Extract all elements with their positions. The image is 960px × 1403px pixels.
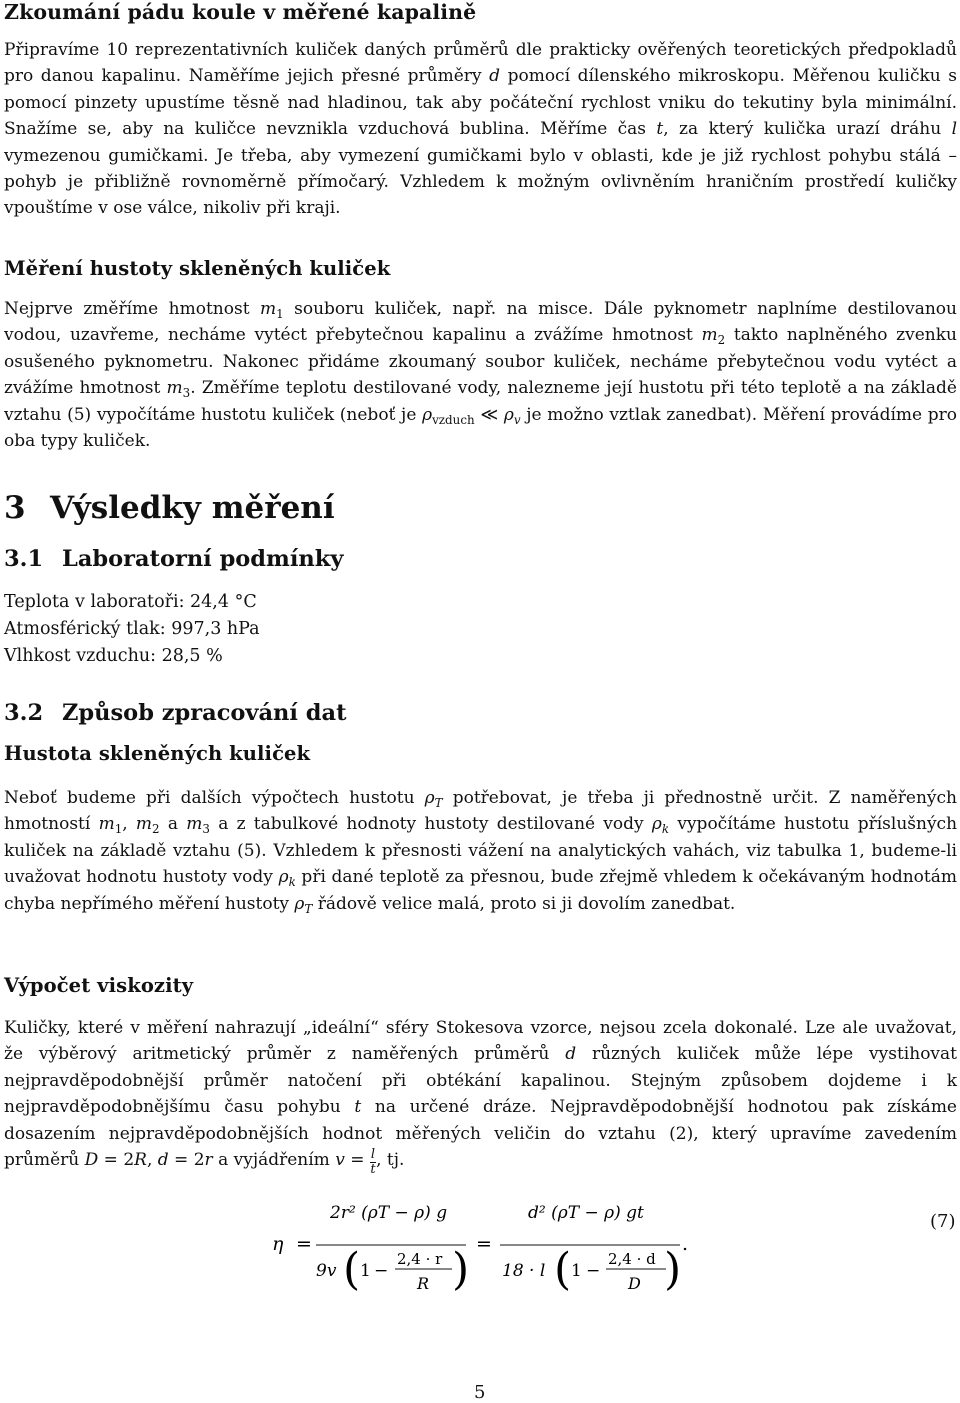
eq-equals-2: =: [476, 1233, 492, 1255]
eq-minus-2: −: [586, 1261, 601, 1281]
chapter-heading-vysledky: 3 Výsledky měření: [4, 490, 335, 526]
eq-paren-open-2: (: [554, 1244, 572, 1295]
eq-numerator-2: d² (ρT − ρ) gt: [528, 1203, 644, 1223]
eq-denominator-2-factor: 18 · l: [502, 1261, 546, 1281]
section-heading-zpusob: 3.2 Způsob zpracování dat: [4, 700, 347, 726]
eq-one-1: 1: [360, 1261, 371, 1281]
eq-inner-numerator-1: 2,4 · r: [397, 1250, 443, 1268]
eq-inner-denominator-1: R: [417, 1274, 430, 1293]
eq-numerator-1: 2r² (ρT − ρ) g: [330, 1203, 448, 1223]
lab-pressure: Atmosférický tlak: 997,3 hPa: [4, 619, 260, 639]
equation-graphic: [0, 1190, 960, 1310]
eq-equals-1: =: [296, 1233, 312, 1255]
eq-paren-close-1: ): [452, 1244, 470, 1295]
eq-inner-denominator-2: D: [628, 1274, 641, 1293]
equation-number: (7): [930, 1211, 956, 1232]
eq-paren-open-1: (: [343, 1244, 361, 1295]
eq-denominator-1-factor: 9v: [316, 1261, 337, 1281]
section-title-zkoumani: Zkoumání pádu koule v měřené kapalině: [4, 0, 477, 24]
eq-inner-numerator-2: 2,4 · d: [608, 1250, 656, 1268]
paragraph-viskozita: Kuličky, které v měření nahrazují „ideální“ sféry Stokesova vzorce, nejsou zcela dokonalé. Lze ale uvažovat, že výběrový aritmetický průměr z naměřených průměrů d různých kuliček může lépe vystihovat nejpravděpodobnější průměr natočení při obtékání kapalinou. Stejným způsobem dojdeme i k nejpravděpodobnějšímu času pohybu t na určené dráze. Nejpravděpodobnější hodnotou pak získáme dosazením nejpravděpodobnějších hodnot měřených veličin do vztahu (2), který upravíme zavedením průměrů D = 2R, d = 2r a vyjádřením v = $\frac{l}{t}$ , tj.: [4, 1018, 957, 1177]
paragraph-hustota: Nejprve změříme hmotnost $m_1$ souboru kuliček, např. na misce. Dále pyknometr naplníme destilovanou vodou, uzavřeme, necháme vytéct přebytečnou kapalinu a zvážíme hmotnost $m_2$ takto naplněného zvenku osušeného pyknometru. Nakonec přidáme zkoumaný soubor kuliček, necháme přebytečnou vodu vytéct a zvážíme hmotnost $m_3$. Změříme teplotu destilované vody, nalezneme její hustotu při této teplotě a na základě vztahu (5) vypočítáme hustotu kuliček (neboť je $\rho_{vzduch}$ ≪ $\rho_v$ je možno vztlak zanedbat). Měření provádíme pro oba typy kuliček.: [4, 299, 957, 452]
equation-7: [0, 1190, 960, 1310]
fraction-l-over-t: $\frac{l}{t}$: [370, 1146, 376, 1177]
paragraph-zkoumani: Připravíme 10 reprezentativních kuliček daných průměrů dle prakticky ověřených teoretických předpokladů pro danou kapalinu. Naměříme jejich přesné průměry d pomocí dílenského mikroskopu. Měřenou kuličku s pomocí pinzety upustíme těsně nad hladinou, tak aby počáteční rychlost vniku do tekutiny byla minimální. Snažíme se, aby na kuličce nevznikla vzduchová bublina. Měříme čas t, za který kulička urazí dráhu l vymezenou gumičkami. Je třeba, aby vymezení gumičkami bylo v oblasti, kde je již rychlost pohybu stálá – pohyb je přibližně rovnoměrně přímočarý. Vzhledem k možným ovlivněním hraničním prostředí kuličky vpouštíme v ose válce, nikoliv při kraji.: [4, 40, 958, 219]
section-title-hustota: Měření hustoty skleněných kuliček: [4, 257, 391, 280]
paragraph-hustota-kulicek: Neboť budeme při dalších výpočtech hustotu $\rho_T$ potřebovat, je třeba ji přednostně určit. Z naměřených hmotností $m_1$, $m_2$ a $m_3$ a z tabulkové hodnoty hustoty destilované vody $\rho_k$ vypočítáme hustotu příslušných kuliček na základě vztahu (5). Vzhledem k přesnosti vážení na analytických vahách, viz tabulka 1, budeme-li uvažovat hodnotu hustoty vody $\rho_k$ při dané teplotě za přesnou, bude zřejmě vhledem k očekávaným hodnotám chyba nepřímého měření hustoty $\rho_T$ řádově velice malá, proto si ji dovolím zanedbat.: [4, 788, 958, 916]
page-number: 5: [474, 1382, 486, 1403]
eq-period: .: [682, 1233, 689, 1255]
eq-minus-1: −: [374, 1261, 389, 1281]
eq-one-2: 1: [571, 1261, 582, 1281]
eq-paren-close-2: ): [664, 1244, 682, 1295]
subsection-title-viskozita: Výpočet viskozity: [4, 974, 194, 997]
lab-humidity: Vlhkost vzduchu: 28,5 %: [4, 646, 223, 666]
subsection-title-hustota: Hustota skleněných kuliček: [4, 742, 311, 765]
section-heading-laboratorni: 3.1 Laboratorní podmínky: [4, 546, 344, 572]
lab-temperature: Teplota v laboratoři: 24,4 °C: [4, 592, 257, 612]
eq-lhs: η: [272, 1233, 284, 1255]
